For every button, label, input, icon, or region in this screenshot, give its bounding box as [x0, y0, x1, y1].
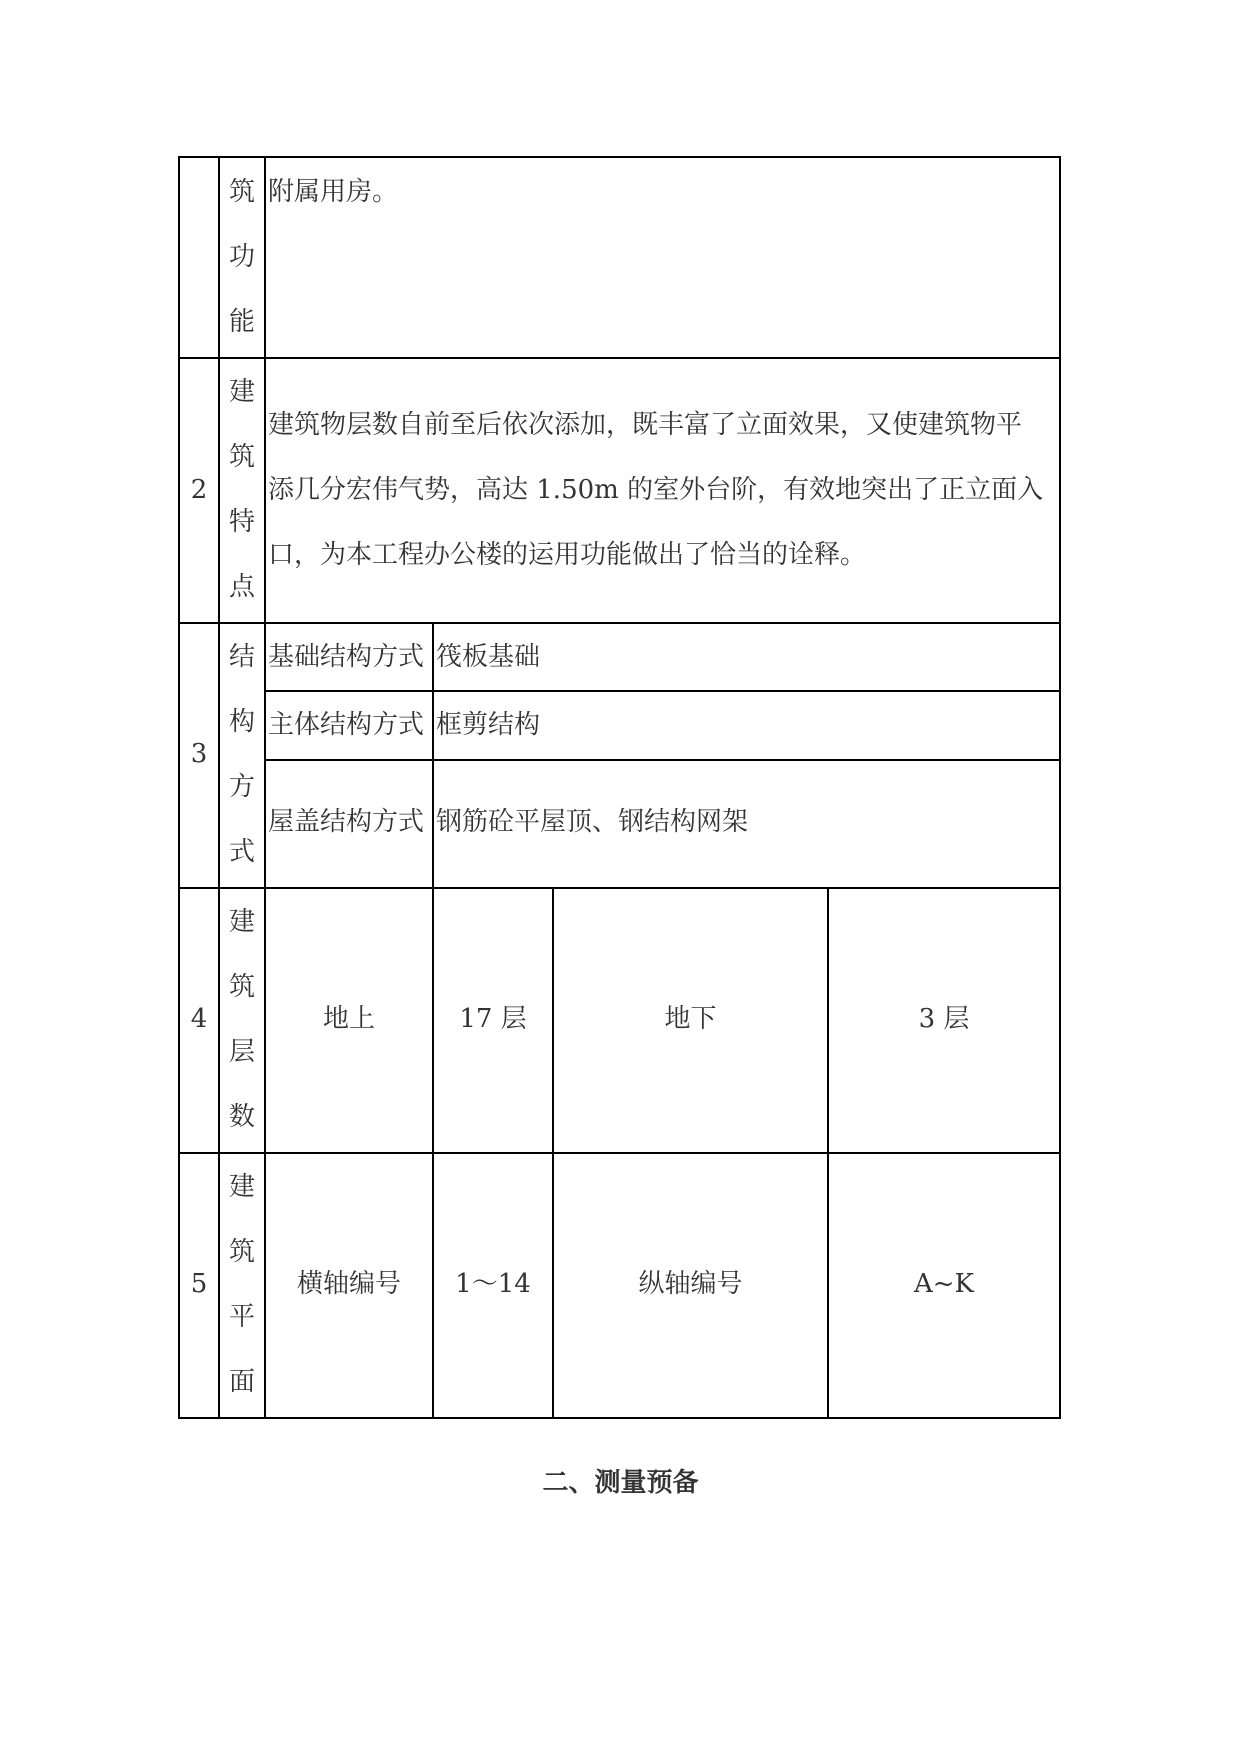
row5-number: 5	[190, 1269, 208, 1299]
row4-number: 4	[190, 1004, 208, 1034]
row4-col4: 3 层	[918, 1004, 970, 1034]
row5-label: 建筑平面	[228, 1172, 255, 1397]
row4-col1: 地上	[322, 1004, 375, 1034]
row1-label: 筑功能	[228, 177, 255, 337]
row3-sub1-key: 基础结构方式	[268, 642, 425, 672]
row5-col2: 1～14	[455, 1269, 531, 1299]
row4-col3: 地下	[664, 1004, 717, 1034]
row3-sub2-key: 主体结构方式	[268, 710, 425, 740]
row2-line-1: 建筑物层数自前至后依次添加，既丰富了立面效果，又使建筑物平	[268, 410, 1023, 440]
row3-sub1-value: 筏板基础	[436, 642, 541, 672]
row5-col3: 纵轴编号	[638, 1269, 743, 1299]
row5-col4: A~K	[914, 1269, 974, 1299]
row5-col1: 横轴编号	[296, 1269, 401, 1299]
row2-number: 2	[190, 475, 208, 505]
section-title: 二、测量预备	[542, 1468, 699, 1498]
row2-line-3: 口，为本工程办公楼的运用功能做出了恰当的诠释。	[268, 540, 867, 570]
row3-number: 3	[190, 739, 208, 769]
row3-sub3-key: 屋盖结构方式	[268, 807, 425, 837]
row1-content: 附属用房。	[268, 177, 399, 207]
row2-line-2: 添几分宏伟气势，高达 1.50m 的室外台阶，有效地突出了正立面入	[268, 475, 1044, 505]
row3-sub2-value: 框剪结构	[436, 710, 541, 740]
row4-label: 建筑层数	[228, 907, 255, 1132]
row3-sub3-value: 钢筋砼平屋顶、钢结构网架	[436, 807, 749, 837]
row4-col2: 17 层	[459, 1004, 527, 1034]
row3-label: 结构方式	[228, 642, 255, 867]
row2-label: 建筑特点	[228, 377, 255, 602]
